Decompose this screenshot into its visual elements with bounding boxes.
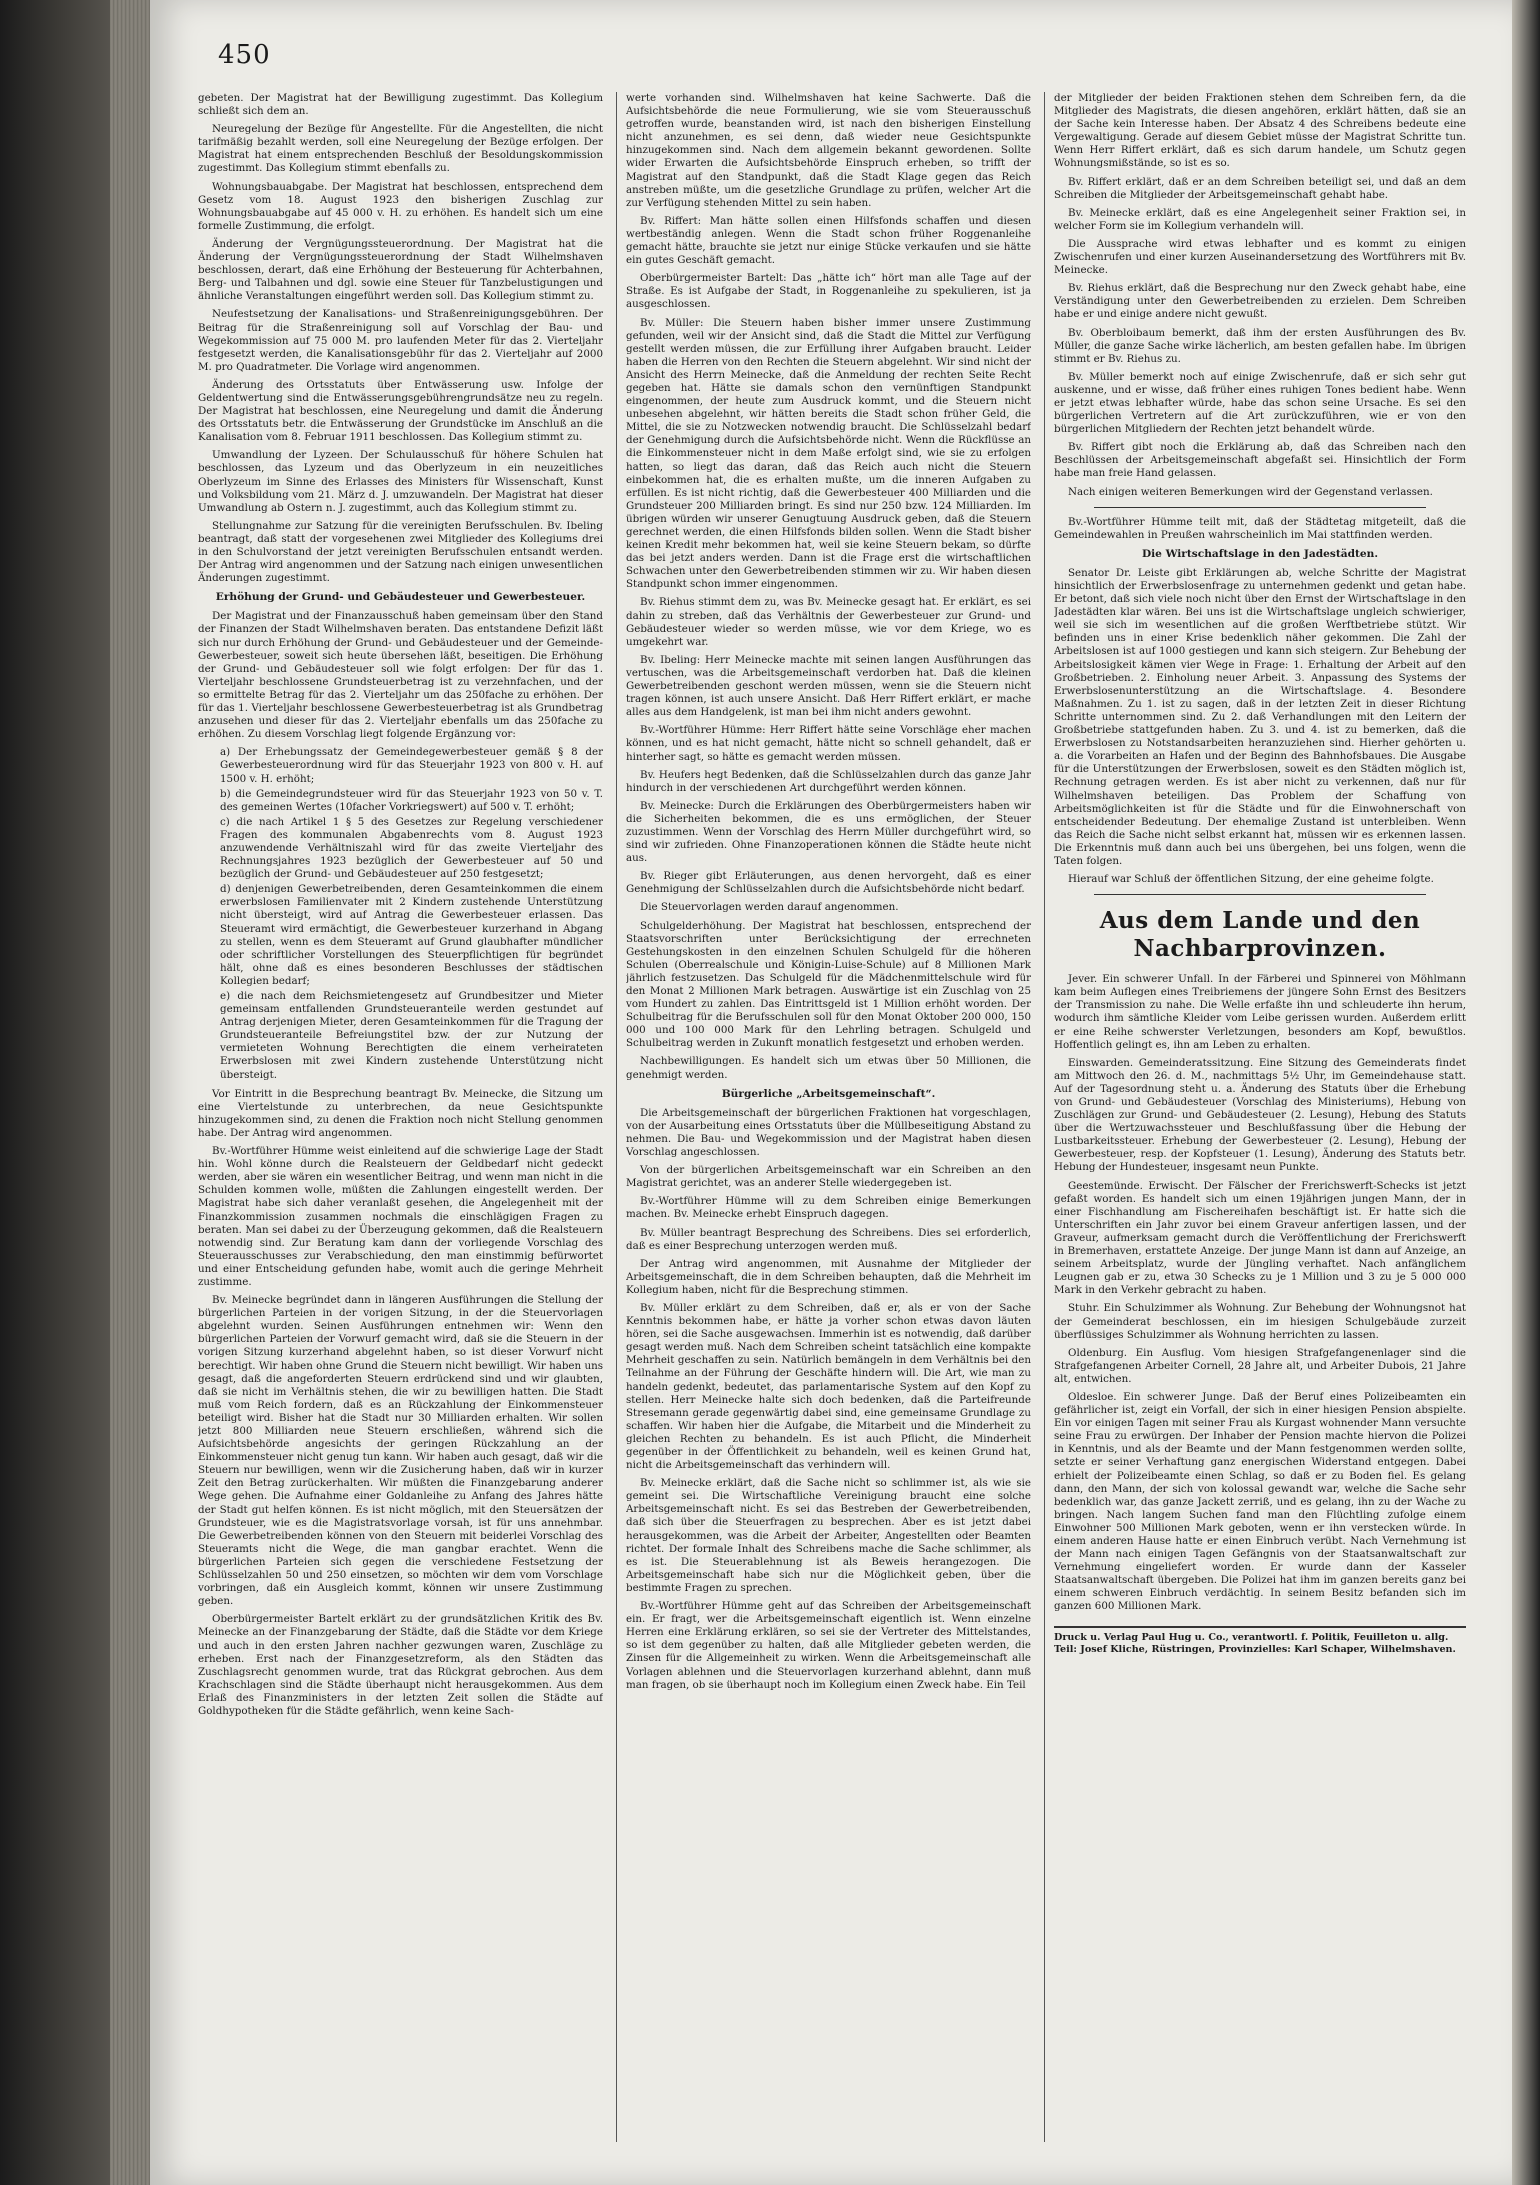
paragraph: Bv.-Wortführer Hümme: Herr Riffert hätte seine Vorschläge eher machen können, und es hat nicht gemacht, hätte nicht so schnell gehandelt, daß er hinterher sagt, so hätte es gemacht werden müssen.	[626, 724, 1031, 763]
page-number: 450	[218, 40, 271, 70]
list-item: b) die Gemeindegrundsteuer wird für das Steuerjahr 1923 von 50 v. T. des gemeinen Wertes (10facher Vorkriegswert) auf 500 v. T. erhöht;	[220, 787, 603, 813]
section-heading: Die Wirtschaftslage in den Jadestädten.	[1141, 547, 1379, 560]
paragraph: Bv. Heufers hegt Bedenken, daß die Schlüsselzahlen durch das ganze Jahr hindurch in der verschiedenen Art durchgeführt werden können.	[626, 768, 1031, 794]
paragraph: Geestemünde. Erwischt. Der Fälscher der Frerichswerft-Schecks ist jetzt gefaßt worden. Es handelt sich um einen 19jährigen jungen Mann, der in einer Fischhandlung am Fischereihafen beschäftigt ist. Er hatte sich die Unterschriften ein Jahr zuvor bei einem Graveur anfertigen lassen, und der Graveur, aufmerksam gemacht durch die Veröffentlichung der Frerichswerft in Bremerhaven, erstattete Anzeige. Der junge Mann ist dann auf Anzeige, an seinem Arbeitsplatz, wurde der Jüngling verhaftet. Nach anfänglichem Leugnen gab er zu, etwa 30 Schecks zu je 1 Million und 3 zu je 5 000 000 Mark in den Verkehr gebracht zu haben.	[1054, 1179, 1466, 1297]
paragraph: Nach einigen weiteren Bemerkungen wird der Gegenstand verlassen.	[1068, 485, 1433, 498]
column-rule	[616, 92, 617, 2142]
paragraph: Oberbürgermeister Bartelt: Das „hätte ich“ hört man alle Tage auf der Straße. Es ist Aufgabe der Stadt, in Roggenanleihe zu spekulieren, ist ja ausgeschlossen.	[626, 272, 1031, 311]
paragraph: Nachbewilligungen. Es handelt sich um etwas über 50 Millionen, die genehmigt werden.	[626, 1055, 1031, 1081]
paragraph: Hierauf war Schluß der öffentlichen Sitzung, der eine geheime folgte.	[1068, 873, 1434, 886]
paragraph: Bv.-Wortführer Hümme teilt mit, daß der Städtetag mitgeteilt, daß die Gemeindewahlen in Preußen wahrscheinlich im Mai stattfinden werden.	[1054, 515, 1466, 541]
paragraph: Vor Eintritt in die Besprechung beantragt Bv. Meinecke, die Sitzung um eine Viertelstunde zu unterbrechen, da neue Gesichtspunkte hinzugekommen sind, zu denen die Fraktion noch nicht Stellung genommen habe. Der Antrag wird angenommen.	[198, 1087, 603, 1139]
paragraph: Bv. Meinecke begründet dann in längeren Ausführungen die Stellung der bürgerlichen Parteien in der vorigen Sitzung, in der die Steuervorlagen abgelehnt wurden. Seinen Ausführungen entnehmen wir: Wenn den bürgerlichen Parteien der Vorwurf gemacht wird, daß sie die Steuern in der vorigen Sitzung kurzerhand abgelehnt haben, so ist dieser Vorwurf nicht berechtigt. Wir haben ohne Grund die Steuern nicht bewilligt. Wir haben uns gesagt, daß die angeforderten Steuern erdrückend sind und wir glaubten, daß sie nicht im Verhältnis stehen, die wir zu bewilligen hatten. Die Stadt muß vom Reich fordern, daß es an Rückzahlung der Einkommensteuer beteiligt wird. Bisher hat die Stadt nur 30 Milliarden erhalten. Wir sollen jetzt 800 Milliarden neue Steuern erschließen, während sich die Aufsichtsbehörde angesichts der geringen Rückzahlung an der Einkommensteuer nicht genug tun kann. Wir haben auch gesagt, daß wir die Steuern nur bewilligen, wenn wir die Zusicherung haben, daß wir in kurzer Zeit den Betrag zurückerhalten. Wir müßten die Finanzgebarung anderer Wege gehen. Die Aufnahme einer Goldanleihe zu Anfang des Jahres hätte der Stadt gut helfen können. Es ist nicht möglich, mit den Steuersätzen der Grundsteuer, wie es die Magistratsvorlage vorsah, ist für uns annehmbar. Die Gewerbetreibenden können von den Steuern mit beiderlei Vorschlag des Steueramts nicht die Wege, die man gangbar erachtet. Wenn die bürgerlichen Parteien sich gegen die verschiedene Festsetzung der Schlüsselzahlen 50 und 250 einsetzen, so möchten wir dem vom Vorschlage vorbringen, daß ein Ausgleich kommt, können wir unsere Zustimmung geben.	[198, 1294, 603, 1608]
paragraph: Änderung der Vergnügungssteuerordnung. Der Magistrat hat die Änderung der Vergnügungssteuerordnung der Stadt Wilhelmshaven beschlossen, derart, daß eine Erhöhung der Besteuerung für Achterbahnen, Berg- und Talbahnen und dgl. sowie eine Steuer für Tanzbelustigungen und ähnliche Veranstaltungen eingeführt werden soll. Das Kollegium stimmt zu.	[198, 237, 603, 303]
paragraph: Einswarden. Gemeinderatssitzung. Eine Sitzung des Gemeinderats findet am Mittwoch den 26. d. M., nachmittags 5½ Uhr, im Gemeindehause statt. Auf der Tagesordnung steht u. a. Änderung des Statuts über die Erhebung von Grund- und Gebäudesteuer (Vorschlag des Ministeriums), Hebung von Zuschlägen zur Grund- und Gebäudesteuer (2. Lesung), Hebung des Statuts über die Wertzuwachssteuer und Beschlußfassung über die Hebung der Lustbarkeitssteuer. Erhebung der Gewerbesteuer (2. Lesung), Hebung der Gewerbesteuer, resp. der Kopfsteuer (1. Lesung), Änderung des Statuts betr. Hebung der Hundesteuer, insgesamt neun Punkte.	[1054, 1056, 1466, 1174]
paragraph: der Mitglieder der beiden Fraktionen stehen dem Schreiben fern, da die Mitglieder des Magistrats, die diesen angehören, erklärt hätten, daß sie an der Sache kein Interesse haben. Der Absatz 4 des Schreibens bedeute eine Vergewaltigung. Gerade auf diesem Gebiet müsse der Magistrat Schritte tun. Wenn Herr Riffert erklärt, daß es sich darum handele, um Schutz gegen Wohnungsmißstände, so ist es so.	[1054, 92, 1466, 170]
paragraph: Neuregelung der Bezüge für Angestellte. Für die Angestellten, die nicht tarifmäßig bezahlt werden, soll eine Neuregelung der Bezüge erfolgen. Der Magistrat hat einem entsprechenden Beschluß der Besoldungskommission zugestimmt. Das Kollegium stimmt ebenfalls zu.	[198, 123, 603, 175]
paragraph: Stellungnahme zur Satzung für die vereinigten Berufsschulen. Bv. Ibeling beantragt, daß statt der vorgesehenen zwei Mitglieder des Kollegiums drei in den Schulvorstand der jetzt vereinigten Berufsschulen entsandt werden. Der Antrag wird angenommen und der Satzung nach einigen unwesentlichen Änderungen zugestimmt.	[198, 519, 603, 585]
paragraph: Stuhr. Ein Schulzimmer als Wohnung. Zur Behebung der Wohnungsnot hat der Gemeinderat beschlossen, ein im hiesigen Schulgebäude zurzeit überflüssiges Schulzimmer als Wohnung herrichten zu lassen.	[1054, 1302, 1466, 1341]
paragraph: Die Aussprache wird etwas lebhafter und es kommt zu einigen Zwischenrufen und einer kurzen Auseinandersetzung des Wortführers mit Bv. Meinecke.	[1054, 237, 1466, 277]
paragraph: Die Steuervorlagen werden darauf angenommen.	[640, 901, 899, 914]
amendment-list	[198, 746, 603, 1081]
list-item: d) denjenigen Gewerbetreibenden, deren Gesamteinkommen die einem erwerbslosen Familienvater mit 2 Kindern zustehende Unterstützung nicht übersteigt, wird auf Antrag die Gewerbesteuer erlassen. Das Steueramt wird ermächtigt, die Gewerbesteuer kurzerhand in Abgang zu stellen, wenn es dem Steueramt auf Grund glaubhafter mündlicher oder schriftlicher Vorstellungen des Steuerpflichtigen für begründet hält, ohne daß es eines besonderen Beschlusses der städtischen Kollegien bedarf;	[220, 883, 603, 987]
newspaper-page	[150, 0, 1512, 2185]
paragraph: Jever. Ein schwerer Unfall. In der Färberei und Spinnerei von Möhlmann kam beim Auflegen eines Treibriemens der jüngere Sohn Ernst des Besitzers der Transmission zu nahe. Die Welle erfaßte ihn und schleuderte ihn herum, wodurch ihm sämtliche Kleider vom Leibe gerissen wurden. Außerdem erlitt er eine Reihe schwerster Verletzungen, besonders am Kopf, bewußtlos. Hoffentlich gelingt es, ihn am Leben zu erhalten.	[1054, 973, 1466, 1051]
paragraph: gebeten. Der Magistrat hat der Bewilligung zugestimmt. Das Kollegium schließt sich dem an.	[198, 92, 603, 118]
section-heading: Bürgerliche „Arbeitsgemeinschaft“.	[721, 1087, 936, 1100]
paragraph: Bv. Riffert erklärt, daß er an dem Schreiben beteiligt sei, und daß an dem Schreiben die Mitglieder der Arbeitsgemeinschaft gehabt habe.	[1054, 175, 1466, 201]
paragraph: Bv. Riehus erklärt, daß die Besprechung nur den Zweck gehabt habe, eine Verständigung unter den Gewerbetreibenden zu erzielen. Dem Schreiben habe er und einige andere nicht gewußt.	[1054, 282, 1466, 321]
paragraph: Bv. Meinecke: Durch die Erklärungen des Oberbürgermeisters haben wir die Sicherheiten bekommen, die es uns ermöglichen, der Steuer zuzustimmen. Wenn der Vorschlag des Herrn Müller durchgeführt wird, so sind wir zufrieden. Ohne Finanzoperationen können die Städte heute nicht aus.	[626, 799, 1031, 865]
paragraph: Bv. Müller bemerkt noch auf einige Zwischenrufe, daß er sich sehr gut auskenne, und er wisse, daß früher eines ruhigen Tones bedient habe. Wenn er jetzt etwas lebhafter würde, habe das schon seine Ursache. Es sei den bürgerlichen Vertretern auf die Art zurückzuführen, wie er von den bürgerlichen Mitgliedern der Rechten jetzt behandelt würde.	[1054, 370, 1466, 436]
divider	[1094, 894, 1426, 895]
paragraph: Bv. Riehus stimmt dem zu, was Bv. Meinecke gesagt hat. Er erklärt, es sei dahin zu streben, daß das Verhältnis der Gewerbesteuer zur Grund- und Gebäudesteuer wieder so werden müsse, wie vor dem Kriege, wo es umgekehrt war.	[626, 596, 1031, 648]
paragraph: Bv.-Wortführer Hümme geht auf das Schreiben der Arbeitsgemeinschaft ein. Er fragt, wer die Arbeitsgemeinschaft eigentlich ist. Wenn einzelne Herren eine Erklärung erklären, so sei sie der Vertreter des Mittelstandes, so ist dem gegenüber zu halten, daß alle Mitglieder gebeten werden, die Zinsen für die Allgemeinheit zu wirken. Wenn die Arbeitsgemeinschaft alle Vorlagen ablehnen und die Steuervorlagen kurzerhand ablehnt, dann muß man fragen, ob sie überhaupt noch im Kollegium einen Zweck habe. Ein Teil	[626, 1600, 1031, 1691]
section-title: Aus dem Lande und den Nachbarprovinzen.	[1099, 907, 1421, 963]
section-heading: Erhöhung der Grund- und Gebäudesteuer und Gewerbesteuer.	[215, 591, 586, 604]
list-item: e) die nach dem Reichsmietengesetz auf Grundbesitzer und Mieter gemeinsam entfallenden Grundsteueranteile werden gestundet auf Antrag derjenigen Mieter, deren Gesamteinkommen für die Tragung der Grundsteueranteile Befreiungstitel bzw. der zur Nutzung der vermieteten Wohnung Berechtigten die einem verheirateten Erwerbslosen mit zwei Kindern zustehende Unterstützung nicht übersteigt.	[220, 990, 603, 1081]
paragraph: Bv. Meinecke erklärt, daß die Sache nicht so schlimmer ist, als wie sie gemeint sei. Die Wirtschaftliche Vereinigung braucht eine solche Arbeitsgemeinschaft nicht. Es sei das Bestreben der Gewerbetreibenden, daß sich über die Steuerfragen zu besprechen. Aber es ist jetzt dabei herausgekommen, was die Arbeit der Arbeiter, Angestellten oder Beamten richtet. Der formale Inhalt des Schreibens mache die Sache schlimmer, als es ist. Die Steuerablehnung ist als Beweis herangezogen. Die Arbeitsgemeinschaft habe sich nur die Möglichkeit geben, über die bestimmte Fragen zu sprechen.	[626, 1477, 1031, 1594]
paragraph: Bv. Riffert gibt noch die Erklärung ab, daß das Schreiben nach den Beschlüssen der Arbeitsgemeinschaft abgefaßt sei. Hinsichtlich der Form habe man freie Hand gelassen.	[1054, 441, 1466, 480]
list-item: a) Der Erhebungssatz der Gemeindegewerbesteuer gemäß § 8 der Gewerbesteuerordnung wird für das Steuerjahr 1923 von 800 v. H. auf 1500 v. H. erhöht;	[220, 746, 603, 785]
divider	[1094, 507, 1426, 508]
paragraph: werte vorhanden sind. Wilhelmshaven hat keine Sachwerte. Daß die Aufsichtsbehörde die neue Formulierung, wie sie vom Steuerausschuß getroffen wurde, beanstanden wird, ist nach den bisherigen Einstellung nicht anzunehmen, es sei denn, daß wieder neue Gesichtspunkte hinzugekommen sind. Nach dem allgemein bekannt gewordenen. Sollte wider Erwarten die Aufsichtsbehörde Einspruch erheben, so trifft der Magistrat auf den Standpunkt, daß die Stadt Klage gegen das Reich anstreben müßte, um die gesetzliche Grundlage zu prüfen, welcher Art die zur Verfügung stehenden Mittel zu sein haben.	[626, 92, 1031, 209]
paragraph: Der Magistrat und der Finanzausschuß haben gemeinsam über den Stand der Finanzen der Stadt Wilhelmshaven beraten. Das entstandene Defizit läßt sich nur durch Erhöhung der Grund- und Gebäudesteuer und der Gemeinde-Gewerbesteuer, soweit sich heute übersehen läßt, beseitigen. Die Erhöhung der Grund- und Gebäudesteuer soll wie folgt erfolgen: Der für das 1. Vierteljahr beschlossene Grundsteuerbetrag ist zu verzehnfachen, und der so ermittelte Betrag für das 2. Vierteljahr um das 250fache zu erhöhen. Der für das 1. Vierteljahr beschlossene Gewerbesteuerbetrag ist als Grundbetrag anzusehen und dieser für das 2. Vierteljahr ebenfalls um das 250fache zu erhöhen. Zu diesem Vorschlag liegt folgende Ergänzung vor:	[198, 610, 603, 741]
list-item: c) die nach Artikel 1 § 5 des Gesetzes zur Regelung verschiedener Fragen des kommunalen Abgabenrechts vom 8. August 1923 anzuwendende Verhältniszahl wird für das zweite Vierteljahr des Rechnungsjahres 1923 bezüglich der Gewerbesteuer auf 50 und bezüglich der Grund- und Gebäudesteuer auf 250 festgesetzt;	[220, 815, 603, 881]
paragraph: Bv. Meinecke erklärt, daß es eine Angelegenheit seiner Fraktion sei, in welcher Form sie im Kollegium verhandeln will.	[1054, 206, 1466, 232]
paragraph: Bv. Müller erklärt zu dem Schreiben, daß er, als er von der Sache Kenntnis bekommen habe, er hätte ja vorher schon etwas davon läuten hören, sei die Sache ausgewachsen. Immerhin ist es notwendig, daß darüber gesagt werden muß. Nach dem Schreiben scheint tatsächlich eine kompakte Mehrheit geschaffen zu sein. Natürlich bemängeln in dem Verhältnis bei den Teilnahme an der Führung der Geschäfte hindern will. Die Art, wie man zu handeln gedenkt, bedeutet, das parlamentarische System auf den Kopf zu stellen. Herr Meinecke halte sich doch bedenken, daß die Parteifreunde Stresemann gerade gegenwärtig dabei sind, eine gemeinsame Grundlage zu schaffen. Wir haben hier die Aufgabe, die Mitarbeit und die Minderheit zu gleichen Rechten zu behandeln. Es ist auch Pflicht, die Minderheit gegenüber in der Öffentlichkeit zu behandeln, weil es keinen Grund hat, nicht die Arbeitsgemeinschaft das verhindern will.	[626, 1301, 1031, 1472]
paragraph: Bv. Müller beantragt Besprechung des Schreibens. Dies sei erforderlich, daß es einer Besprechung unterzogen werden muß.	[626, 1226, 1031, 1252]
paragraph: Oldenburg. Ein Ausflug. Vom hiesigen Strafgefangenenlager sind die Strafgefangenen Arbeiter Cornell, 28 Jahre alt, und Arbeiter Dubois, 21 Jahre alt, entwichen.	[1054, 1346, 1466, 1385]
paragraph: Neufestsetzung der Kanalisations- und Straßenreinigungsgebühren. Der Beitrag für die Straßenreinigung soll auf Vorschlag der Bau- und Wegekommission auf 75 000 M. pro laufenden Meter für das 2. Vierteljahr festgesetzt werden, die Kanalisationsgebühr für das 2. Vierteljahr auf 2000 M. pro Quadratmeter. Die Vorlage wird angenommen.	[198, 308, 603, 373]
paragraph: Senator Dr. Leiste gibt Erklärungen ab, welche Schritte der Magistrat hinsichtlich der Erwerbslosenfrage zu unternehmen gedenkt und getan habe. Er betont, daß sich viele noch nicht über den Ernst der Wirtschaftslage in den Jadestädten klar wären. Bei uns ist die Wirtschaftslage ungleich schwieriger, weil sie sich im wesentlichen auf die großen Werftbetriebe stützt. Wir befinden uns in einer Krise bedenklich näher gekommen. Die Zahl der Arbeitslosen ist auf 1000 gestiegen und kann sich steigern. Zur Behebung der Arbeitslosigkeit kämen vier Wege in Frage: 1. Erhaltung der Arbeit auf den Großbetrieben. 2. Einholung neuer Arbeit. 3. Anpassung des Systems der Erwerbslosenunterstützung an die Wirtschaftslage. 4. Besondere Maßnahmen. Zu 1. ist zu sagen, daß in der letzten Zeit in dieser Richtung Schritte unternommen sind. Zu 2. daß Verhandlungen mit den Leitern der Großbetriebe stattgefunden haben. Zu 3. und 4. ist zu bemerken, daß die Erwerbslosen zu Notstandsarbeiten heranzuziehen sind. Hierher gehörten u. a. die Vorarbeiten an Hafen und der Beginn des Bahnhofsbaues. Die Ausgabe für die Unterstützungen der Erwerbslosen, soweit es den Städten möglich ist, Rechnung getragen werden. Es ist aber nicht zu verkennen, daß nur für Wilhelmshaven beteiligen. Das Problem der Schaffung von Arbeitsmöglichkeiten ist für die Städte und für die Einwohnerschaft von entscheidender Bedeutung. Der ehemalige Zustand ist unterbleiben. Wenn das Reich die Sache nicht selbst erkannt hat, müssen wir es erkennen lassen. Die Erkenntnis muß dann auch bei uns übergehen, bei uns folgen, wenn die Taten folgen.	[1054, 566, 1466, 867]
paragraph: Oberbürgermeister Bartelt erklärt zu der grundsätzlichen Kritik des Bv. Meinecke an der Finanzgebarung der Städte, daß die Städte vor dem Kriege und auch in den ersten Jahren nachher gezwungen waren, Zuschläge zu erheben. Erst nach der Finanzgesetzreform, als den Städten das Zuschlagsrecht genommen wurde, trat das Rückgrat gebrochen. Aus dem Krachschlagen sind die Städte überhaupt nicht herausgekommen. Aus dem Erlaß des Finanzministers in der letzten Zeit sollen die Städte auf Goldhypotheken für die Städte gefährlich, wenn keine Sach-	[198, 1613, 603, 1717]
paragraph: Wohnungsbauabgabe. Der Magistrat hat beschlossen, entsprechend dem Gesetz vom 18. August 1923 den bisherigen Zuschlag zur Wohnungsbauabgabe auf 45 000 v. H. zu erhöhen. Es handelt sich um eine formelle Zustimmung, die erfolgt.	[198, 180, 603, 232]
paragraph: Bv.-Wortführer Hümme will zu dem Schreiben einige Bemerkungen machen. Bv. Meinecke erhebt Einspruch dagegen.	[626, 1195, 1031, 1221]
paragraph: Bv. Oberbloibaum bemerkt, daß ihm der ersten Ausführungen des Bv. Müller, die ganze Sache wirke lächerlich, am besten gefallen habe. Im übrigen stimmt er Bv. Riehus zu.	[1054, 326, 1466, 365]
column-1	[198, 92, 603, 2162]
book-edge	[1512, 0, 1540, 2185]
paragraph: Bv. Rieger gibt Erläuterungen, aus denen hervorgeht, daß es einer Genehmigung der Schlüsselzahlen durch die Aufsichtsbehörde nicht bedarf.	[626, 870, 1031, 896]
paragraph: Oldesloe. Ein schwerer Junge. Daß der Beruf eines Polizeibeamten ein gefährlicher ist, zeigt ein Vorfall, der sich in einer hiesigen Pension abspielte. Ein vor einigen Tagen mit seiner Frau als Kurgast wohnender Mann versuchte seine Frau zu erwürgen. Der Inhaber der Pension machte hiervon die Polizei in Kenntnis, und als der Beamte und der Mann festgenommen werden sollte, setzte er seiner Verhaftung ganz energischen Widerstand entgegen. Dabei erhielt der Polizeibeamte einen Schlag, so daß er zu Boden fiel. Es gelang dann, den Mann, der sich von kolossal gewandt war, welche die Sache sehr bedenklich war, das ganze Jackett zerriß, und es gelang, ihn zu der Wache zu bringen. Nach langem Suchen fand man den Flüchtling zufolge einem Einwohner 500 Millionen Mark geboten, wenn er ihn verstecken würde. In einem anderen Hause hatte er einen Einbruch verübt. Nach Vernehmung ist der Mann nach einigen Tagen Gefängnis von der Staatsanwaltschaft zur Vernehmung eingeliefert worden. Er wurde dann der Kasseler Staatsanwaltschaft übergeben. Die Polizei hat ihm im ganzen bereits ganz bei einem schweren Einbruch verdächtig. In seinem Besitz befanden sich im ganzen 600 Millionen Mark.	[1054, 1390, 1466, 1613]
paragraph: Schulgelderhöhung. Der Magistrat hat beschlossen, entsprechend der Staatsvorschriften unter Berücksichtigung der errechneten Gestehungskosten in den einzelnen Schulen Schulgeld für die höheren Schulen (Oberrealschule und Königin-Luise-Schule) auf 8 Millionen Mark jährlich festzusetzen. Das Schulgeld für die Mädchenmittelschule wird für den Monat 2 Millionen Mark betragen. Auswärtige ist ein Zuschlag von 25 vom Hundert zu zahlen. Das Eintrittsgeld ist 1 Million erhöht worden. Der Schulbeitrag für die Berufsschulen soll für den Monat Oktober 200 000, 150 000 und 100 000 Mark für den Lehrling betragen. Schulgeld und Schulbeitrag werden in Zukunft monatlich festgesetzt und erhoben werden.	[626, 919, 1031, 1050]
column-2	[626, 92, 1031, 2162]
paragraph: Bv. Ibeling: Herr Meinecke machte mit seinen langen Ausführungen das vertuschen, was die Arbeitsgemeinschaft verdorben hat. Daß die kleinen Gewerbetreibenden geschont werden müssen, wenn sie die Steuern nicht tragen können, ist auch unsere Ansicht. Daß Herr Riffert erklärt, er mache alles aus dem Handgelenk, ist man bei ihm nicht anders gewohnt.	[626, 653, 1031, 719]
paragraph: Änderung des Ortsstatuts über Entwässerung usw. Infolge der Geldentwertung sind die Entwässerungsgebührengrundsätze neu zu regeln. Der Magistrat hat beschlossen, eine Neuregelung und damit die Änderung des Ortsstatuts betr. die Entwässerung der Grundstücke im Anschluß an die Kanalisation vom 8. Februar 1911 beschlossen. Das Kollegium stimmt zu.	[198, 378, 603, 444]
paragraph: Der Antrag wird angenommen, mit Ausnahme der Mitglieder der Arbeitsgemeinschaft, die in dem Schreiben behaupten, daß die Mehrheit im Kollegium haben, nicht für die Besprechung stimmen.	[626, 1257, 1031, 1296]
column-rule	[1044, 92, 1045, 2142]
paragraph: Umwandlung der Lyzeen. Der Schulausschuß für höhere Schulen hat beschlossen, das Lyzeum und das Oberlyzeum in ein neuzeitliches Oberlyzeum im Sinne des Erlasses des Ministers für Wissenschaft, Kunst und Volksbildung vom 21. März d. J. umzuwandeln. Der Magistrat hat dieser Umwandlung ab Ostern n. J. zugestimmt, auch das Kollegium stimmt zu.	[198, 449, 603, 514]
paragraph: Bv. Müller: Die Steuern haben bisher immer unsere Zustimmung gefunden, weil wir der Ansicht sind, daß die Stadt die Mittel zur Verfügung gestellt werden müssen, die zur Erfüllung ihrer Aufgaben braucht. Leider haben die Herren von den Rechten die Steuern abgelehnt. Wir sind nicht der Ansicht des Herrn Meinecke, daß die Anmeldung der rechten Seite Recht gegeben hat. Hätte sie damals schon den vernünftigen Standpunkt eingenommen, der heute zum Ausdruck kommt, und die Steuern nicht unbesehen abgelehnt, wir hätten bereits die Stadt schon früher Geld, die Mittel, die sie zu Notzwecken notwendig braucht. Die Schlüsselzahl bedarf der Genehmigung durch die Aufsichtsbehörde nicht. Wenn die Rückflüsse an die Einkommensteuer nicht in dem Maße erfolgt sind, wie sie zu erfolgen hatten, so liegt das daran, daß das Reich auch nicht die Steuern einbekommen hat, die es erhalten mußte, um die inneren Aufgaben zu erfüllen. Es ist nicht richtig, daß die Gewerbesteuer 400 Milliarden und die Grundsteuer 200 Milliarden bringt. Es sind nur 250 bzw. 124 Milliarden. Im übrigen würden wir unserer Genugtuung Ausdruck geben, daß die Steuern gerechnet werden, die einen Hilfsfonds bilden sollen. Wenn die Stadt bisher keinen Kredit mehr bekommen hat, weil sie keine Steuern bekam, so dürfte das bei jetzt anders werden. Dann ist die Frage erst die wirtschaftlichen Schwachen unter den Gewerbetreibenden stimmen wir zu. Wir haben diesen Standpunkt schon immer eingenommen.	[626, 316, 1031, 591]
column-3	[1054, 92, 1466, 2162]
book-spine	[0, 0, 150, 2185]
paragraph: Bv.-Wortführer Hümme weist einleitend auf die schwierige Lage der Stadt hin. Wohl könne durch die Realsteuern der Geldbedarf nicht gedeckt werden, aber sie wären ein wesentlicher Beitrag, und wenn man nicht in die Schulden kommen wolle, müßten die Zahlungen eingestellt werden. Der Magistrat habe sich daher veranlaßt gesehen, die Angelegenheit mit der Finanzkommission zusammen nochmals die einschlägigen Fragen zu beraten. Man sei dabei zu der Überzeugung gekommen, daß die Realsteuern notwendig sind. Zur Beratung kam dann der vorliegende Vorschlag des Steuerausschusses zur Verabschiedung, den man einstimmig befürwortet und einer Entscheidung gefunden habe, womit auch die geringe Mehrheit zustimme.	[198, 1145, 603, 1288]
paragraph: Die Arbeitsgemeinschaft der bürgerlichen Fraktionen hat vorgeschlagen, von der Ausarbeitung eines Ortsstatuts über die Müllbeseitigung Abstand zu nehmen. Die Bau- und Wegekommission und der Magistrat haben diesen Vorschlag angeschlossen.	[626, 1106, 1031, 1159]
imprint: Druck u. Verlag Paul Hug u. Co., verantwortl. f. Politik, Feuilleton u. allg. Teil: Josef Kliche, Rüstringen, Provinzielles: Karl Schaper, Wilhelmshaven.	[1054, 1626, 1466, 1656]
paragraph: Bv. Riffert: Man hätte sollen einen Hilfsfonds schaffen und diesen wertbeständig anlegen. Wenn die Stadt schon früher Roggenanleihe gemacht hätte, brauchte sie jetzt nur einige Stücke verkaufen und sie hätte ein gutes Geschäft gemacht.	[626, 214, 1031, 267]
paragraph: Von der bürgerlichen Arbeitsgemeinschaft war ein Schreiben an den Magistrat gerichtet, was an anderer Stelle wiedergegeben ist.	[626, 1164, 1031, 1190]
